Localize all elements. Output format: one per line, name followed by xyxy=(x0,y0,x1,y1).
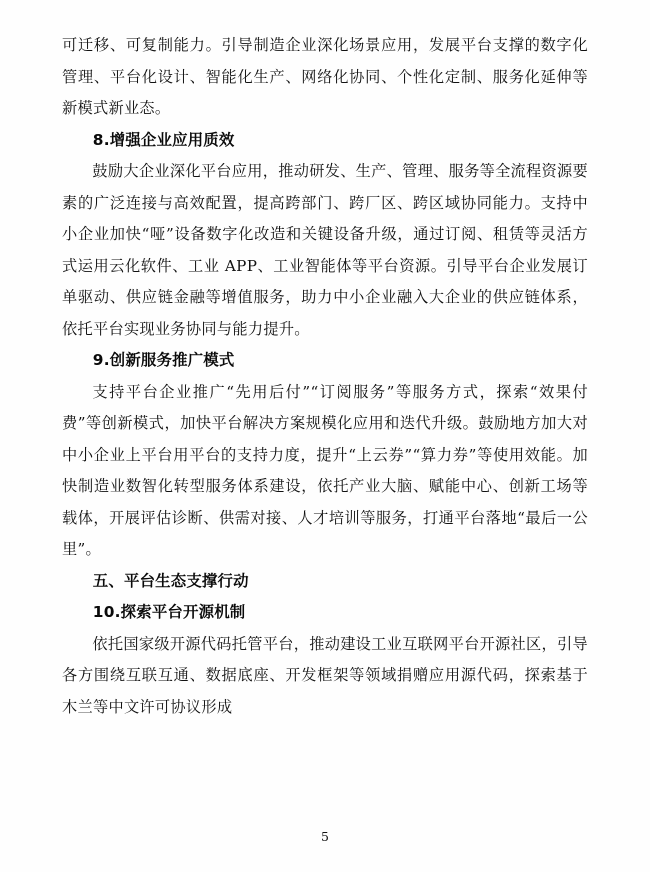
heading-item-9: 9.创新服务推广模式 xyxy=(92,351,235,369)
paragraph-continuation: 可迁移、可复制能力。引导制造企业深化场景应用，发展平台支撑的数字化管理、平台化设计、智能化生产、网络化协同、个性化定制、服务化延伸等新模式新业态。 xyxy=(62,36,588,117)
heading-item-10: 10.探索平台开源机制 xyxy=(92,603,246,621)
paragraph-item-10: 依托国家级开源代码托管平台，推动建设工业互联网平台开源社区，引导各方围绕互联互通、数据底座、开发框架等领域捐赠应用源代码，探索基于木兰等中文许可协议形成 xyxy=(62,634,588,716)
section-heading-five: 五、平台生态支撑行动 xyxy=(92,571,249,590)
heading-item-8: 8.增强企业应用质效 xyxy=(92,130,235,149)
paragraph-item-9: 支持平台企业推广“先用后付”“订阅服务”等服务方式，探索“效果付费”等创新模式，加快平台解决方案规模化应用和迭代升级。鼓励地方加大对中小企业上平台用平台的支持力度，提升“上云券”“算力券”等使用效能。加快制造业数智化转型服务体系建设，依托产业大脑、赋能中心、创新工场等载体，开展评估诊断、供需对接、人才培训等服务，打通平台落地“最后一公里”。 xyxy=(62,382,588,558)
paragraph-item-8: 鼓励大企业深化平台应用，推动研发、生产、管理、服务等全流程资源要素的广泛连接与高效配置，提高跨部门、跨厂区、跨区域协同能力。支持中小企业加快“哑”设备数字化改造和关键设备升级，通过订阅、租赁等灵活方式运用云化软件、工业 APP、工业智能体等平台资源。引导平台企业发展订单驱动、供应链金融等增值服务，助力中小企业融入大企业的供应链体系，依托平台实现业务协同与能力提升。 xyxy=(62,162,588,338)
page-number: 5 xyxy=(321,829,329,844)
document-body xyxy=(62,30,588,723)
